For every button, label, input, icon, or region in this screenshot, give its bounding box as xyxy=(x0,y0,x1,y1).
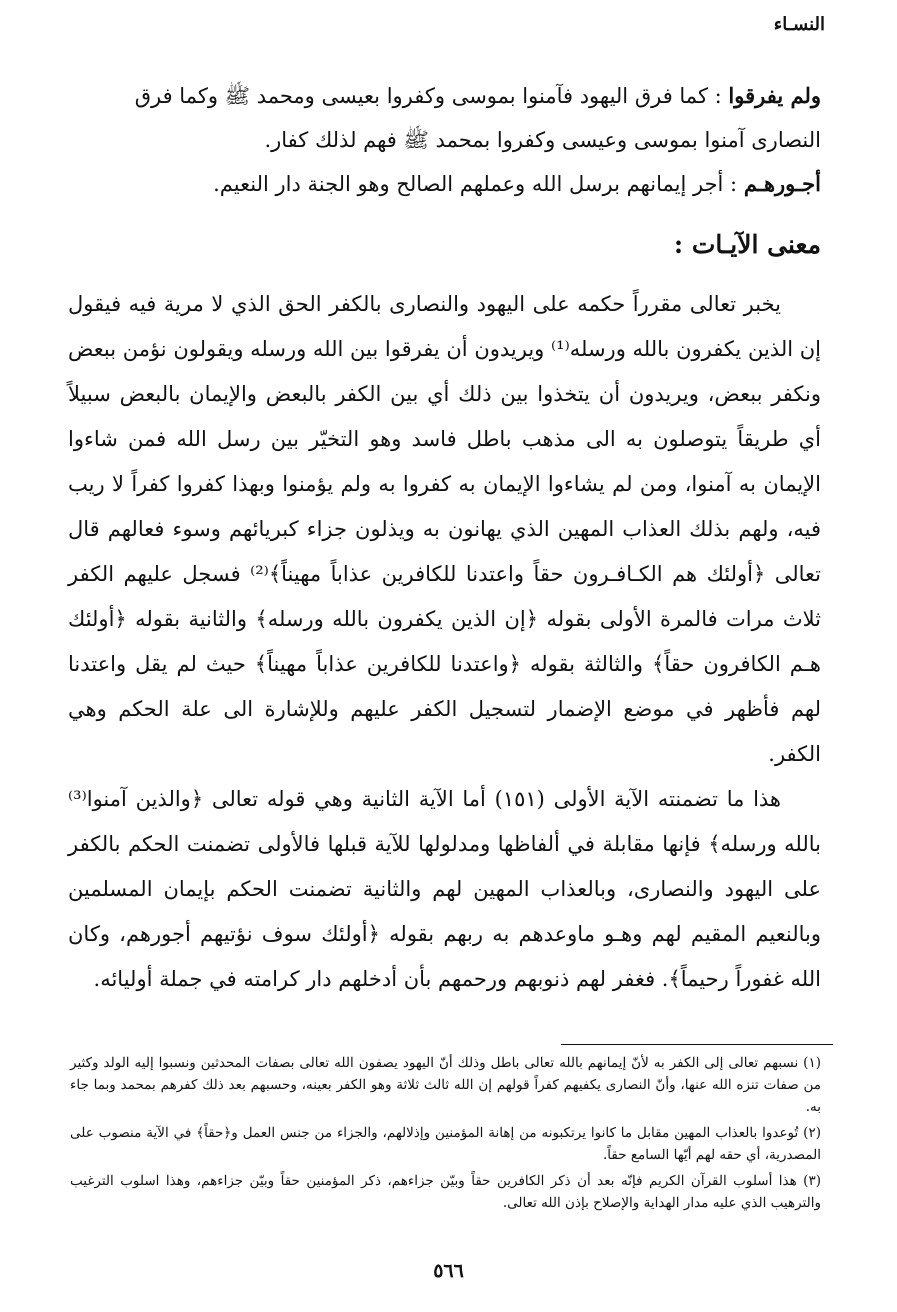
footnote-divider xyxy=(561,1044,833,1045)
footnote: (١) نسبهم تعالى إلى الكفر به لأنّ إيمانهم بالله تعالى باطل وذلك أنّ اليهود يصفون الله تعالى بصفات المحدثين ونسبوا إليه الولد وكثير من صفات تنزه الله عنها، وأنّ النصارى يكفيهم كفراً قولهم إن الله ثالث ثلاثة وهو الكفر بعينه، وحسبهم بعد ذلك كفرهم بمحمد وبما جاء به. xyxy=(70,1055,821,1115)
footnotes xyxy=(70,1052,821,1218)
definition-row xyxy=(64,162,821,206)
definition-row xyxy=(64,74,821,162)
definition-term: أجـورهـم xyxy=(743,171,821,196)
footnote: (٢) تُوعدوا بالعذاب المهين مقابل ما كانوا يرتكبونه من إهانة المؤمنين وإذلالهم، والجزاء من جنس العمل و﴿حقاً﴾ في الآية منصوب على المصدرية، أي حقه لهم أيّها السامع حقاً. xyxy=(70,1125,821,1163)
running-header: النسـاء xyxy=(773,14,825,35)
definition-text: : أجر إيمانهم برسل الله وعملهم الصالح وهو الجنة دار النعيم. xyxy=(213,172,738,196)
body-paragraph: يخبر تعالى مقرراً حكمه على اليهود والنصارى بالكفر الحق الذي لا مرية فيه فيقول إن الذين يكفرون بالله ورسله⁽¹⁾ ويريدون أن يفرقوا بين الله ورسله ويقولون نؤمن ببعض ونكفر ببعض، ويريدون أن يتخذوا بين ذلك أي بين الكفر بالبعض والإيمان بالبعض سبيلاً أي طريقاً يتوصلون به الى مذهب باطل فاسد وهو التخيّر بين رسل الله فمن شاءوا الإيمان به آمنوا، ومن لم يشاءوا الإيمان به كفروا به ولم يؤمنوا وبهذا كفروا كفراً لا ريب فيه، ولهم بذلك العذاب المهين الذي يهانون به ويذلون جزاء كبريائهم وسوء فعالهم قال تعالى ﴿أولئك هم الكـافـرون حقاً واعتدنا للكافرين عذاباً مهيناً﴾⁽²⁾ فسجل عليهم الكفر ثلاث مرات فالمرة الأولى بقوله ﴿إن الذين يكفرون بالله ورسله﴾ والثانية بقوله ﴿أولئك هـم الكافرون حقاً﴾ والثالثة بقوله ﴿واعتدنا للكافرين عذاباً مهيناً﴾ حيث لم يقل واعتدنا لهم فأظهر في موضع الإضمار لتسجيل الكفر عليهم وللإشارة الى علة الحكم وهي الكفر. xyxy=(68,292,822,766)
body-paragraph: هذا ما تضمنته الآية الأولى (١٥١) أما الآية الثانية وهي قوله تعالى ﴿والذين آمنوا⁽³⁾ بالله ورسله﴾ فإنها مقابلة في ألفاظها ومدلولها للآية قبلها فالأولى تضمنت الحكم بالكفر على اليهود والنصارى، وبالعذاب المهين لهم والثانية تضمنت الحكم بإيمان المسلمين وبالنعيم المقيم لهم وهـو ماوعدهم به ربهم بقوله ﴿أولئك سوف نؤتيهم أجورهم، وكان الله غفوراً رحيماً﴾. فغفر لهم ذنوبهم ورحمهم بأن أدخلهم دار كرامته في جملة أوليائه. xyxy=(68,787,821,991)
word-definitions xyxy=(64,74,821,206)
section-title: معنى الآيـات : xyxy=(673,230,821,259)
page-number: ٥٦٦ xyxy=(433,1260,464,1282)
definition-term: ولم يفرقوا xyxy=(728,83,821,108)
definition-text: : كما فرق اليهود فآمنوا بموسى وكفروا بعيسى ومحمد ﷺ وكما فرق النصارى آمنوا بموسى وعيسى وكفروا بمحمد ﷺ فهم لذلك كفار. xyxy=(134,84,821,152)
body-text xyxy=(68,282,821,1002)
footnote: (٣) هذا أسلوب القرآن الكريم فإنّه بعد أن ذكر الكافرين حقاً وبيّن جزاءهم، ذكر المؤمنين حقاً وبيّن جزاءهم، وهذا اسلوب الترغيب والترهيب الذي عليه مدار الهداية والإصلاح بإذن الله تعالى. xyxy=(70,1173,821,1211)
